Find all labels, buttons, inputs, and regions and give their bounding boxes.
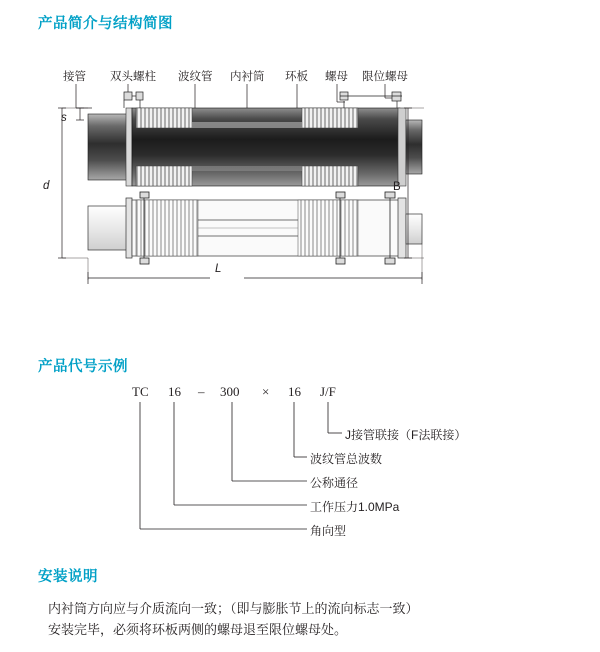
structure-diagram — [40, 68, 560, 298]
install-note-line-2: 安装完毕，必须将环板两侧的螺母退至限位螺母处。 — [48, 622, 348, 637]
dimension-label-s: s — [61, 112, 67, 124]
section-title-product-code: 产品代号示例 — [38, 359, 128, 375]
callout-label-stud-bolt: 双头螺柱 — [110, 71, 156, 83]
section-title-introduction: 产品简介与结构简图 — [38, 16, 173, 32]
code-desc-diameter: 公称通径 — [310, 476, 359, 490]
code-token-pressure: 16 — [168, 384, 181, 399]
structure-drawing-svg — [40, 68, 560, 298]
code-token-waves: 16 — [288, 384, 301, 399]
code-desc-type: 角向型 — [310, 524, 347, 538]
code-desc-waves: 波纹管总波数 — [310, 452, 383, 466]
install-note-line-1: 内衬筒方向应与介质流向一致；（即与膨胀节上的流向标志一致） — [48, 601, 419, 616]
dimension-label-L: L — [215, 263, 222, 275]
callout-label-liner: 内衬筒 — [230, 71, 265, 83]
product-code-leaders — [40, 378, 560, 538]
callout-label-bellows: 波纹管 — [178, 71, 213, 83]
code-token-diameter: 300 — [220, 384, 240, 399]
callout-label-ring-plate: 环板 — [285, 71, 308, 83]
code-desc-pressure: 工作压力1.0MPa — [310, 500, 400, 514]
installation-notes — [48, 598, 568, 640]
code-token-connection: J/F — [320, 384, 336, 399]
code-token-times: × — [262, 384, 270, 399]
dimension-label-d: d — [43, 180, 50, 192]
dimension-label-B: B — [393, 181, 401, 193]
code-desc-connection: J接管联接（F法联接） — [345, 428, 467, 442]
section-title-installation: 安装说明 — [38, 569, 98, 585]
code-token-dash: – — [198, 384, 205, 399]
callout-label-limit-nut: 限位螺母 — [362, 71, 408, 83]
callout-label-nozzle: 接管 — [63, 71, 86, 83]
code-token-series: TC — [132, 384, 149, 399]
product-code-diagram — [40, 378, 560, 538]
callout-label-nut: 螺母 — [325, 71, 348, 83]
